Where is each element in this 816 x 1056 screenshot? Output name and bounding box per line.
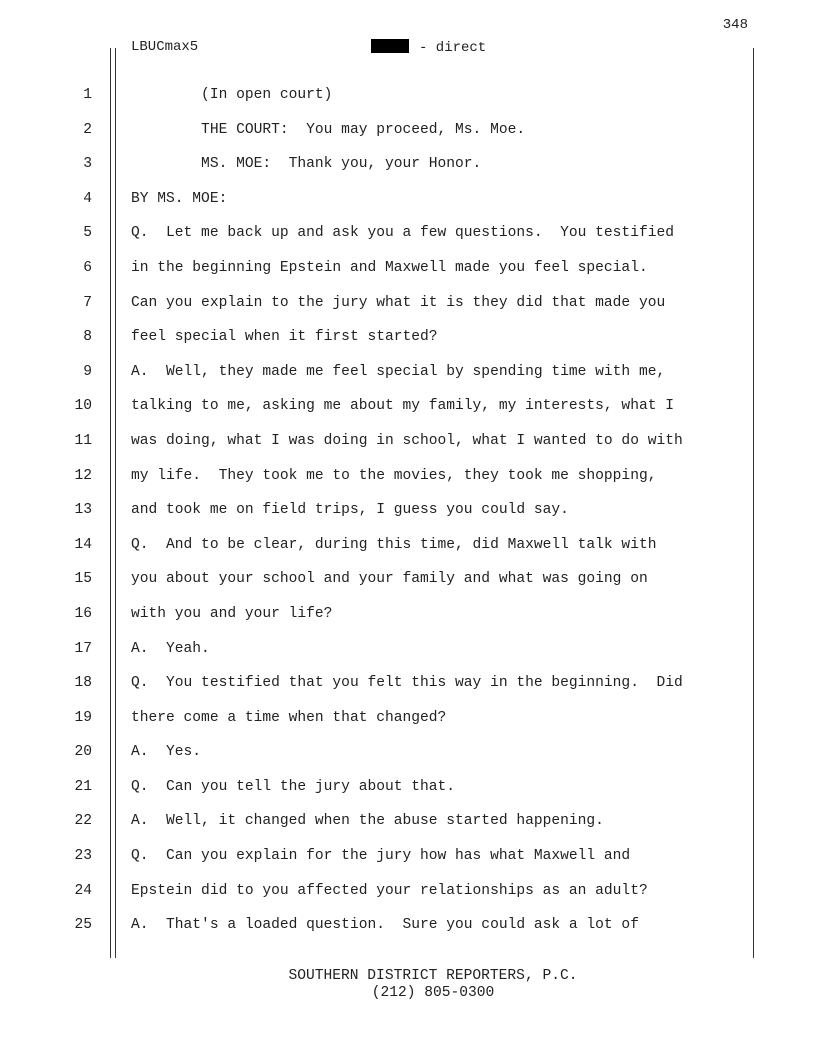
line-text: and took me on field trips, I guess you could say. [131, 502, 569, 519]
transcript-line [0, 597, 816, 632]
footer-phone: (212) 805-0300 [371, 985, 495, 1001]
line-text: you about your school and your family and what was going on [131, 571, 648, 588]
line-text: in the beginning Epstein and Maxwell made you feel special. [131, 259, 648, 276]
line-number: 18 [74, 675, 92, 692]
page-number: 348 [722, 17, 748, 33]
line-text: Q. Can you explain for the jury how has what Maxwell and [131, 848, 631, 865]
transcript-line [0, 78, 816, 113]
line-number: 4 [83, 190, 92, 207]
footer-reporter-name: SOUTHERN DISTRICT REPORTERS, P.C. [288, 968, 578, 984]
line-text: A. Yes. [131, 744, 202, 761]
transcript-line [0, 632, 816, 667]
line-number: 10 [74, 398, 92, 415]
header-case-code: LBUCmax5 [131, 39, 199, 55]
line-text: Can you explain to the jury what it is they did that made you [131, 294, 666, 311]
header-witness [371, 39, 486, 56]
line-number: 24 [74, 882, 92, 899]
transcript-line [0, 701, 816, 736]
line-number: 13 [74, 502, 92, 519]
line-text: with you and your life? [131, 605, 333, 622]
transcript-line [0, 182, 816, 217]
line-number: 16 [74, 605, 92, 622]
line-text: Q. You testified that you felt this way in the beginning. Did [131, 675, 683, 692]
line-number: 22 [74, 813, 92, 830]
transcript-line [0, 113, 816, 148]
line-text: Q. And to be clear, during this time, did Maxwell talk with [131, 536, 657, 553]
line-text: A. Yeah. [131, 640, 210, 657]
line-text: MS. MOE: Thank you, your Honor. [131, 156, 482, 173]
transcript-line [0, 770, 816, 805]
line-number: 2 [83, 121, 92, 138]
line-text: THE COURT: You may proceed, Ms. Moe. [131, 121, 526, 138]
transcript-line [0, 839, 816, 874]
line-text: was doing, what I was doing in school, what I wanted to do with [131, 432, 683, 449]
transcript-line [0, 320, 816, 355]
transcript-line [0, 355, 816, 390]
transcript-line [0, 147, 816, 182]
transcript-line [0, 286, 816, 321]
transcript-line [0, 251, 816, 286]
transcript-line [0, 493, 816, 528]
line-text: (In open court) [131, 87, 333, 103]
line-number: 20 [74, 744, 92, 761]
line-text: there come a time when that changed? [131, 709, 447, 726]
transcript-line [0, 562, 816, 597]
line-number: 21 [74, 778, 92, 795]
line-number: 23 [74, 848, 92, 865]
transcript-line [0, 908, 816, 943]
transcript-line [0, 424, 816, 459]
header-examination-type: - direct [419, 40, 487, 56]
line-number: 19 [74, 709, 92, 726]
line-number: 12 [74, 467, 92, 484]
transcript-line [0, 666, 816, 701]
line-text: A. That's a loaded question. Sure you could ask a lot of [131, 917, 639, 934]
footer [0, 968, 816, 1002]
line-text: feel special when it first started? [131, 329, 438, 346]
line-text: Epstein did to you affected your relationships as an adult? [131, 882, 648, 899]
line-number: 25 [74, 917, 92, 934]
line-number: 15 [74, 571, 92, 588]
transcript-line [0, 735, 816, 770]
redaction-block [371, 39, 409, 53]
line-number: 9 [83, 363, 92, 380]
line-number: 1 [83, 87, 92, 103]
line-number: 14 [74, 536, 92, 553]
line-text: BY MS. MOE: [131, 190, 228, 207]
line-number: 7 [83, 294, 92, 311]
line-number: 8 [83, 329, 92, 346]
line-number: 5 [83, 225, 92, 242]
line-text: A. Well, it changed when the abuse started happening. [131, 813, 604, 830]
line-text: Q. Let me back up and ask you a few questions. You testified [131, 225, 674, 242]
line-number: 3 [83, 156, 92, 173]
transcript-line [0, 528, 816, 563]
line-number: 6 [83, 259, 92, 276]
transcript-line [0, 874, 816, 909]
transcript-line [0, 216, 816, 251]
line-text: Q. Can you tell the jury about that. [131, 778, 456, 795]
line-text: talking to me, asking me about my family, my interests, what I [131, 398, 674, 415]
line-number: 17 [74, 640, 92, 657]
transcript-line [0, 804, 816, 839]
transcript-lines [0, 78, 816, 943]
transcript-line [0, 459, 816, 494]
line-number: 11 [74, 432, 92, 449]
line-text: my life. They took me to the movies, they took me shopping, [131, 467, 657, 484]
line-text: A. Well, they made me feel special by spending time with me, [131, 363, 666, 380]
transcript-line [0, 389, 816, 424]
